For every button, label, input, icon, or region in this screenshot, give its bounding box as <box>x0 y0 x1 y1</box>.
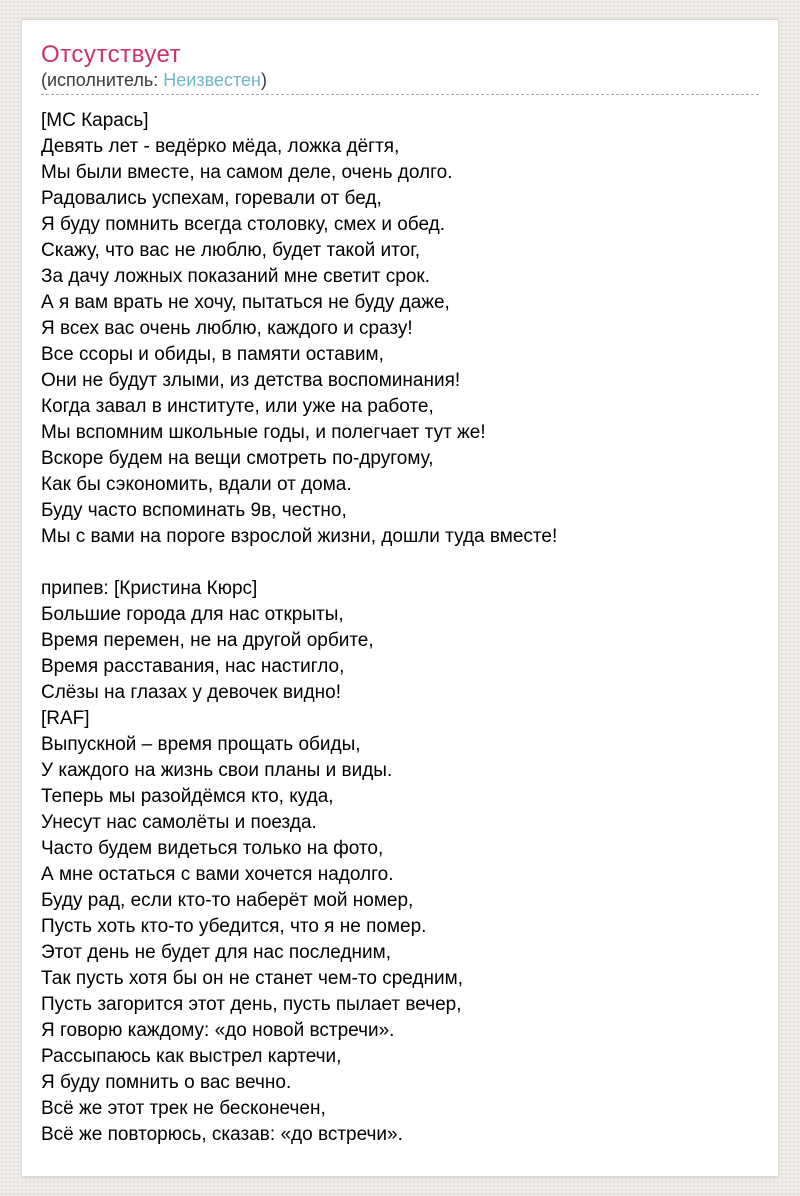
lyric-line: Большие города для нас открыты, <box>41 604 344 625</box>
lyric-line: Выпускной – время прощать обиды, <box>41 734 361 755</box>
lyric-line: Я буду помнить всегда столовку, смех и обед. <box>41 214 445 235</box>
lyric-line: Радовались успехам, горевали от бед, <box>41 188 382 209</box>
lyric-line <box>41 550 759 576</box>
lyric-line: Как бы сэкономить, вдали от дома. <box>41 474 352 495</box>
lyric-line: У каждого на жизнь свои планы и виды. <box>41 760 393 781</box>
artist-link[interactable]: Неизвестен <box>163 70 261 90</box>
lyric-line: Буду рад, если кто-то наберёт мой номер, <box>41 890 414 911</box>
lyric-line: Мы вспомним школьные годы, и полегчает тут же! <box>41 422 486 443</box>
artist-line <box>41 70 759 94</box>
lyric-line: Пусть хоть кто-то убедится, что я не помер. <box>41 916 427 937</box>
lyrics-card <box>21 19 779 1177</box>
lyric-line: Часто будем видеться только на фото, <box>41 838 384 859</box>
lyric-line: За дачу ложных показаний мне светит срок. <box>41 266 430 287</box>
lyric-line: Этот день не будет для нас последним, <box>41 942 391 963</box>
lyric-line: Мы были вместе, на самом деле, очень долго. <box>41 162 453 183</box>
lyric-line: припев: [Кристина Кюрс] <box>41 578 258 599</box>
lyric-line: Всё же этот трек не бесконечен, <box>41 1098 326 1119</box>
lyric-line: Так пусть хотя бы он не станет чем-то средним, <box>41 968 463 989</box>
lyric-line: Мы с вами на пороге взрослой жизни, дошли туда вместе! <box>41 526 558 547</box>
lyrics-text <box>41 108 759 1148</box>
lyric-line: Пусть загорится этот день, пусть пылает вечер, <box>41 994 462 1015</box>
lyric-line: Буду часто вспоминать 9в, честно, <box>41 500 347 521</box>
lyric-line: А я вам врать не хочу, пытаться не буду даже, <box>41 292 450 313</box>
lyric-line: Когда завал в институте, или уже на работе, <box>41 396 434 417</box>
lyric-line: Скажу, что вас не люблю, будет такой итог, <box>41 240 421 261</box>
lyric-line: Они не будут злыми, из детства воспоминания! <box>41 370 461 391</box>
lyric-line: Я всех вас очень люблю, каждого и сразу! <box>41 318 413 339</box>
lyric-line: Вскоре будем на вещи смотреть по-другому, <box>41 448 434 469</box>
lyric-line: [MC Карась] <box>41 110 149 131</box>
lyric-line: Я говорю каждому: «до новой встречи». <box>41 1020 395 1041</box>
lyric-line: Все ссоры и обиды, в памяти оставим, <box>41 344 384 365</box>
lyric-line: Время расставания, нас настигло, <box>41 656 345 677</box>
lyric-line: Рассыпаюсь как выстрел картечи, <box>41 1046 342 1067</box>
lyric-line: [RAF] <box>41 708 90 729</box>
lyric-line: Слёзы на глазах у девочек видно! <box>41 682 342 703</box>
lyric-line: Теперь мы разойдёмся кто, куда, <box>41 786 334 807</box>
lyric-line: Унесут нас самолёты и поезда. <box>41 812 317 833</box>
lyric-line: А мне остаться с вами хочется надолго. <box>41 864 394 885</box>
lyric-line: Я буду помнить о вас вечно. <box>41 1072 292 1093</box>
lyric-line: Всё же повторюсь, сказав: «до встречи». <box>41 1124 403 1145</box>
song-title: Отсутствует <box>41 41 182 68</box>
song-header <box>41 42 759 95</box>
lyric-line: Девять лет - ведёрко мёда, ложка дёгтя, <box>41 136 400 157</box>
artist-line-suffix: ) <box>260 70 267 90</box>
lyric-line: Время перемен, не на другой орбите, <box>41 630 374 651</box>
artist-label: (исполнитель: <box>41 70 164 90</box>
